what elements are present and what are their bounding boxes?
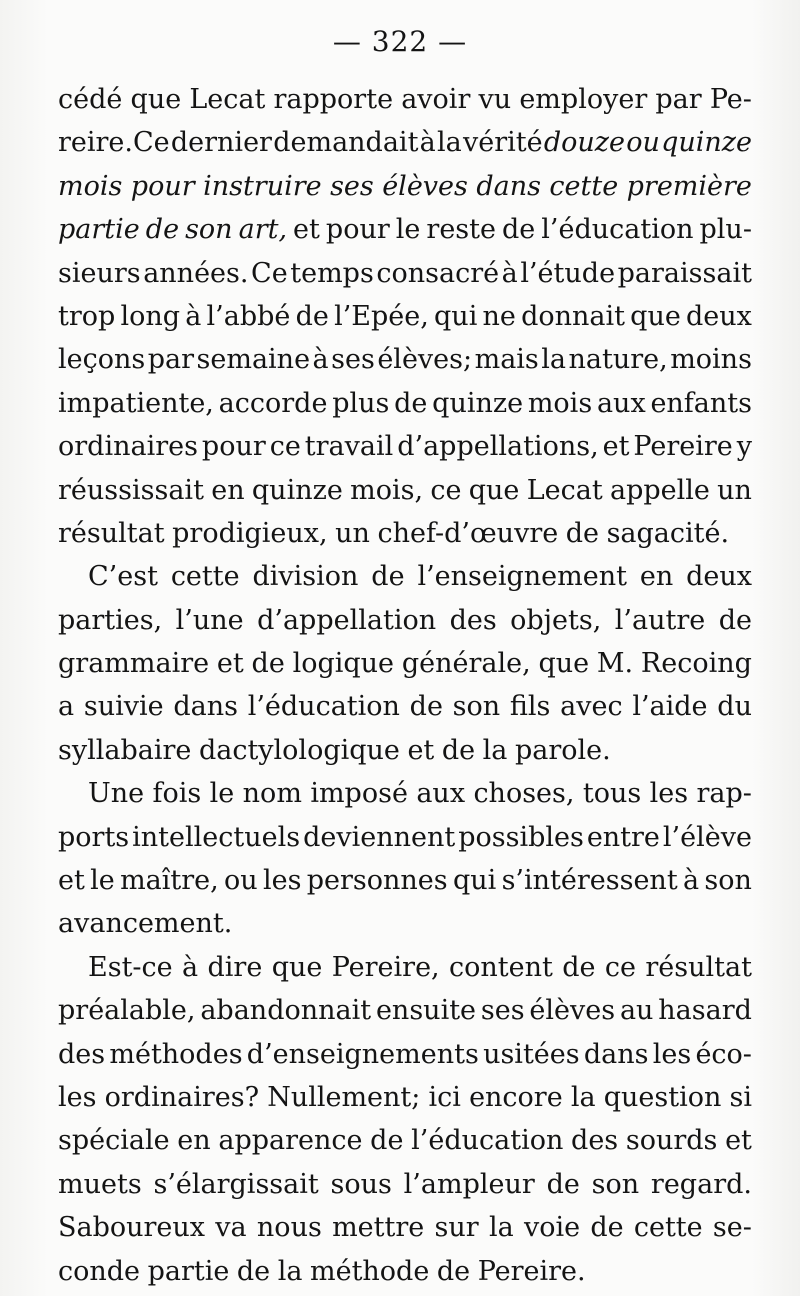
word: au	[619, 995, 654, 1027]
word: reire.Ce	[58, 127, 170, 159]
word: la	[570, 1081, 596, 1113]
word: avec	[560, 691, 623, 723]
word: ici	[428, 1081, 461, 1113]
text-line	[58, 1119, 752, 1162]
word: Pereire.	[477, 1255, 586, 1287]
word: le	[395, 214, 421, 246]
word: rapporte	[273, 84, 394, 115]
text-line	[58, 1250, 752, 1293]
word: Nullement;	[267, 1081, 421, 1113]
word: conde	[58, 1255, 141, 1287]
text-line	[58, 729, 752, 772]
word: M.	[596, 648, 634, 680]
word: aux	[416, 778, 466, 810]
word: et	[58, 865, 85, 897]
word: deux	[686, 561, 752, 593]
word: sagacité.	[606, 517, 730, 549]
word: en	[211, 474, 245, 506]
word: Saboureux	[58, 1212, 206, 1244]
word: et	[725, 1125, 752, 1157]
word: syllabaire	[58, 734, 192, 766]
word: l’enseignement	[417, 561, 627, 593]
text-line	[58, 685, 752, 728]
text-line	[58, 165, 752, 208]
word: et	[602, 431, 630, 463]
word: consacré	[376, 257, 500, 289]
word: un	[717, 474, 752, 506]
word: la	[437, 127, 462, 159]
word: question	[603, 1081, 722, 1113]
word: Ce	[251, 257, 288, 289]
text-line	[58, 902, 752, 945]
text-line	[58, 772, 752, 815]
word: parties,	[58, 604, 163, 636]
word: de	[565, 517, 600, 549]
word: se-	[712, 1212, 752, 1244]
word: rap-	[696, 778, 752, 810]
word: à	[185, 300, 202, 332]
word: cette	[633, 1212, 703, 1244]
word: maître,	[120, 865, 219, 897]
word: va	[215, 1212, 247, 1244]
word: mois	[527, 387, 593, 419]
body-text	[58, 78, 752, 1293]
word: à	[419, 127, 436, 159]
word: l’éducation	[247, 691, 400, 723]
text-line	[58, 1206, 752, 1249]
word: pour	[201, 431, 266, 463]
word: préalable,	[58, 995, 196, 1027]
word: quinze	[251, 474, 343, 506]
word: vérité	[462, 127, 543, 159]
word: choses,	[473, 778, 575, 810]
word: art,	[238, 214, 288, 246]
word: partie	[58, 214, 140, 246]
word: les	[58, 1081, 97, 1113]
paragraph	[58, 555, 752, 772]
word: abandonnait	[200, 995, 372, 1027]
word: douze	[543, 127, 625, 159]
text-line	[58, 859, 752, 902]
word: fils	[509, 691, 551, 723]
word: l’étude	[520, 257, 616, 289]
word: l’aide	[632, 691, 708, 723]
word: dire	[207, 951, 263, 983]
word: les	[649, 778, 689, 810]
word: les	[652, 1038, 692, 1070]
text-line	[58, 425, 752, 468]
word: appelle	[609, 474, 710, 506]
word: objets,	[510, 604, 602, 636]
word: que	[630, 300, 681, 332]
word: l’éducation	[411, 1125, 564, 1157]
word: Lecat	[189, 84, 266, 115]
word: fois	[152, 778, 202, 810]
word: mois	[58, 170, 123, 202]
word: ordinaires?	[104, 1081, 260, 1113]
word: intellectuels	[132, 821, 301, 853]
word: un	[335, 517, 370, 549]
word: dernier	[170, 127, 272, 159]
word: nom	[242, 778, 302, 810]
word: son	[185, 214, 233, 246]
word: de	[394, 387, 428, 419]
word: méthodes	[109, 1038, 243, 1070]
word: qui	[434, 300, 478, 332]
paragraph	[58, 772, 752, 946]
word: regard.	[650, 1168, 752, 1200]
word: de	[409, 691, 443, 723]
word: dans	[173, 691, 238, 723]
word: mettre	[332, 1212, 425, 1244]
word: Une	[88, 778, 145, 810]
word: ce	[604, 951, 636, 983]
text-line	[58, 816, 752, 859]
text-line	[58, 599, 752, 642]
text-line	[58, 989, 752, 1032]
word: ordinaires	[58, 431, 198, 463]
word: en	[639, 561, 674, 593]
word: générale,	[401, 648, 531, 680]
text-line	[58, 642, 752, 685]
word: des	[58, 1038, 106, 1070]
text-line	[58, 1076, 752, 1119]
word: trop	[58, 300, 116, 332]
text-line	[58, 295, 752, 338]
word: son	[591, 1168, 640, 1200]
paragraph	[58, 78, 752, 555]
word: Lecat	[526, 474, 603, 506]
word: l’une	[175, 604, 244, 636]
text-line	[58, 338, 752, 381]
word: son	[452, 691, 501, 723]
word: leçons	[58, 344, 146, 376]
word: par	[655, 84, 702, 115]
word: temps	[290, 257, 374, 289]
text-line	[58, 512, 752, 555]
word: de	[251, 648, 285, 680]
word: instruire	[203, 170, 322, 202]
word: ne	[482, 300, 516, 332]
word: des	[571, 1125, 619, 1157]
word: que	[130, 84, 182, 115]
word: ses	[330, 170, 374, 202]
word: imposé	[310, 778, 408, 810]
word: plu-	[699, 214, 752, 246]
word: ce	[269, 431, 301, 463]
word: d’appellations,	[397, 431, 599, 463]
word: quinze	[432, 387, 524, 419]
word: d’enseignements	[246, 1038, 479, 1070]
word: réussissait	[58, 474, 204, 506]
word: spéciale	[58, 1125, 170, 1157]
word: cette	[549, 170, 619, 202]
word: ports	[58, 821, 130, 853]
word: sourds	[625, 1125, 718, 1157]
word: et	[407, 734, 435, 766]
word: y	[736, 431, 752, 463]
word: que	[271, 951, 323, 983]
word: sieurs	[58, 257, 141, 289]
word: résultat	[58, 517, 165, 549]
word: logique	[292, 648, 395, 680]
word: deux	[686, 300, 752, 332]
word: vu	[478, 84, 512, 115]
word: tous	[582, 778, 642, 810]
word: a	[58, 691, 75, 723]
word: cette	[170, 561, 240, 593]
word: l’abbé	[206, 300, 291, 332]
word: l’éducation	[541, 214, 694, 246]
word: apparence	[218, 1125, 363, 1157]
word: l’élève	[662, 821, 752, 853]
word: élèves	[382, 170, 468, 202]
word: de	[236, 1255, 271, 1287]
word: deviennent	[303, 821, 456, 853]
word: dans	[583, 1038, 649, 1070]
word: hasard	[658, 995, 752, 1027]
word: de	[145, 214, 180, 246]
word: Recoing	[640, 648, 752, 680]
word: la	[488, 1212, 514, 1244]
word: première	[626, 170, 752, 202]
word: et	[216, 648, 244, 680]
text-line	[58, 208, 752, 251]
word: enfants	[650, 387, 752, 419]
word: ou	[626, 127, 660, 159]
word: nature,	[568, 344, 668, 376]
word: paraissait	[617, 257, 752, 289]
word: avancement.	[58, 908, 233, 940]
word: partie	[147, 1255, 230, 1287]
word: travail	[304, 431, 394, 463]
word: ses	[331, 344, 375, 376]
word: en	[177, 1125, 211, 1157]
word: accorde	[218, 387, 328, 419]
word: à	[501, 257, 518, 289]
word: C’est	[88, 561, 158, 593]
text-line	[58, 555, 752, 598]
word: grammaire	[58, 648, 210, 680]
word: à	[182, 951, 199, 983]
word: prodigieux,	[172, 517, 328, 549]
word: de	[718, 604, 752, 636]
word: cédé	[58, 84, 123, 115]
word: à	[682, 865, 700, 897]
word: demandait	[273, 127, 419, 159]
word: s’intéressent	[501, 865, 678, 897]
word: ses	[480, 995, 525, 1027]
word: de	[546, 1168, 580, 1200]
word: que	[538, 648, 590, 680]
word: l’autre	[614, 604, 706, 636]
word: sur	[434, 1212, 479, 1244]
word: son	[704, 865, 752, 897]
word: personnes	[306, 865, 448, 897]
word: que	[468, 474, 520, 506]
word: ce	[430, 474, 462, 506]
word: muets	[58, 1168, 142, 1200]
word: s’élargissait	[153, 1168, 319, 1200]
word: élèves	[529, 995, 616, 1027]
word: pour	[325, 214, 390, 246]
word: quinze	[661, 127, 752, 159]
word: de	[436, 1255, 471, 1287]
word: semaine	[196, 344, 311, 376]
word: Pereire,	[331, 951, 440, 983]
word: de	[502, 214, 536, 246]
text-line	[58, 1163, 752, 1206]
word: d’appellation	[257, 604, 437, 636]
word: impatiente,	[58, 387, 214, 419]
word: parole.	[514, 734, 611, 766]
word: dactylologique	[198, 734, 400, 766]
word: Pe-	[709, 84, 752, 115]
word: les	[262, 865, 302, 897]
word: de	[295, 300, 329, 332]
word: ou	[224, 865, 258, 897]
word: qui	[452, 865, 497, 897]
word: aux	[596, 387, 646, 419]
page-number: — 322 —	[332, 25, 468, 58]
word: moins	[670, 344, 752, 376]
word: ensuite	[375, 995, 477, 1027]
text-line	[58, 1033, 752, 1076]
text-line	[58, 382, 752, 425]
word: par	[147, 344, 195, 376]
word: nous	[256, 1212, 322, 1244]
word: à	[312, 344, 329, 376]
text-line	[58, 252, 752, 295]
word: la	[277, 1255, 303, 1287]
word: entre	[586, 821, 660, 853]
word: de	[441, 734, 476, 766]
word: chef-d’œuvre	[377, 517, 559, 549]
word: des	[449, 604, 497, 636]
word: du	[717, 691, 752, 723]
word: éco-	[695, 1038, 752, 1070]
text-line	[58, 78, 752, 121]
word: avoir	[401, 84, 471, 115]
word: suivie	[83, 691, 164, 723]
word: Pereire	[633, 431, 733, 463]
word: voie	[523, 1212, 581, 1244]
word: long	[120, 300, 181, 332]
text-line	[58, 469, 752, 512]
word: si	[729, 1081, 752, 1113]
paragraph	[58, 946, 752, 1293]
word: mois,	[350, 474, 424, 506]
word: élèves;	[377, 344, 473, 376]
word: et	[293, 214, 320, 246]
word: de	[371, 561, 405, 593]
word: possibles	[458, 821, 584, 853]
word: donnait	[521, 300, 625, 332]
word: plus	[332, 387, 390, 419]
word: de	[562, 951, 596, 983]
text-line	[58, 946, 752, 989]
word: mais	[474, 344, 539, 376]
word: Est-ce	[88, 951, 173, 983]
word: division	[252, 561, 359, 593]
word: reste	[426, 214, 496, 246]
word: la	[541, 344, 567, 376]
word: résultat	[645, 951, 752, 983]
word: années.	[143, 257, 249, 289]
word: méthode	[309, 1255, 430, 1287]
word: dans	[476, 170, 541, 202]
word: l’ampleur	[403, 1168, 535, 1200]
word: content	[449, 951, 553, 983]
word: employer	[519, 84, 648, 115]
word: pour	[130, 170, 195, 202]
word: de	[370, 1125, 404, 1157]
word: usitées	[483, 1038, 580, 1070]
word: la	[482, 734, 508, 766]
word: de	[590, 1212, 624, 1244]
word: le	[209, 778, 235, 810]
word: sous	[330, 1168, 392, 1200]
text-line	[58, 121, 752, 164]
word: encore	[469, 1081, 563, 1113]
word: l’Epée,	[334, 300, 429, 332]
word: le	[90, 865, 115, 897]
